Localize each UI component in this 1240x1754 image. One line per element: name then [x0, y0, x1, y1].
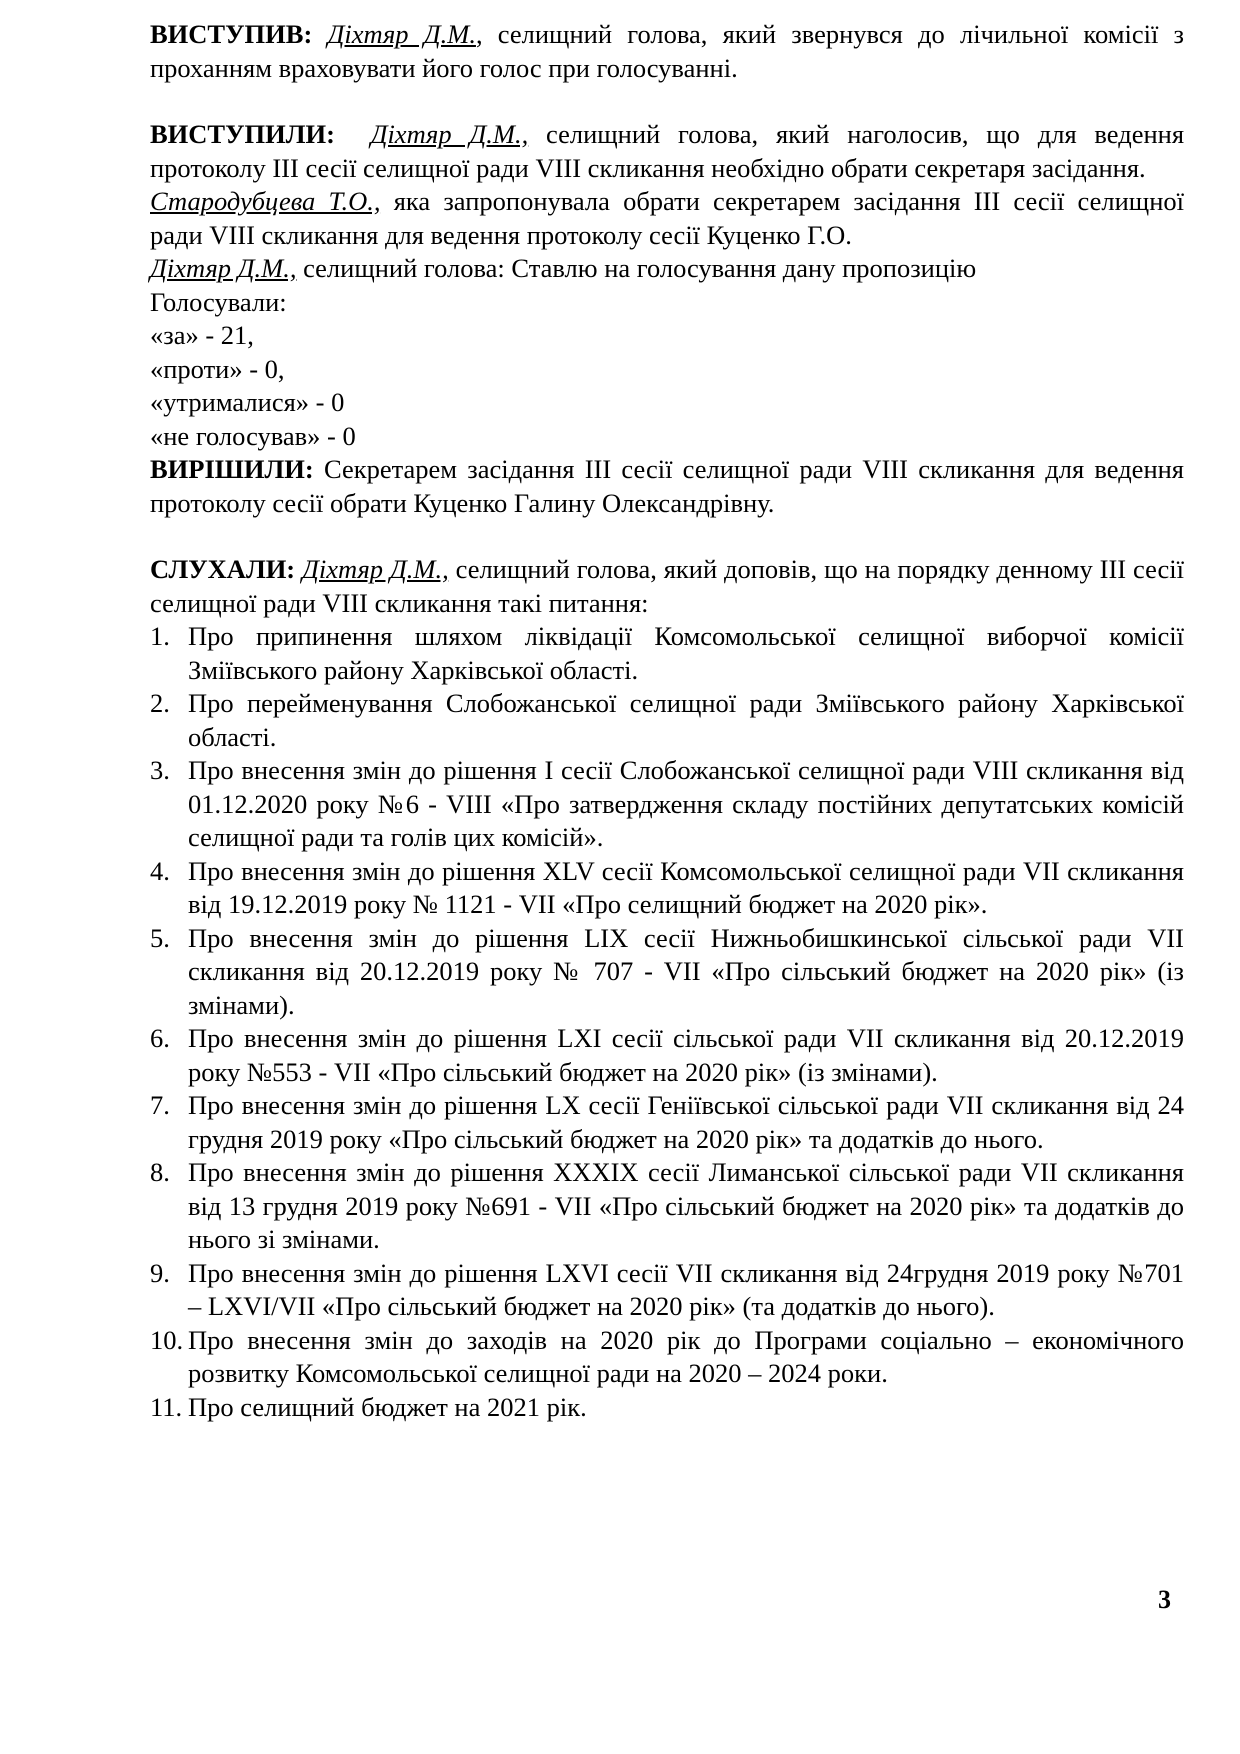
agenda-item-number: 7.	[150, 1090, 170, 1120]
proposal-text: яка запропонувала обрати секретарем засідання ІІІ сесії селищної ради VIII скликання для ведення протоколу сесії Куценко Г.О.	[150, 186, 1184, 250]
decision-paragraph	[150, 453, 1184, 520]
speaker-label: ВИСТУПИВ:	[150, 19, 313, 49]
agenda-item	[150, 1324, 1184, 1391]
agenda-item	[150, 687, 1184, 754]
page-number: 3	[1158, 1585, 1171, 1614]
proposer-name: Стародубцева Т.О.,	[150, 186, 381, 216]
speaker-text: , селищний голова, який звернувся до лічильної комісії з проханням враховувати його голос при голосуванні.	[150, 19, 1185, 83]
agenda-item	[150, 754, 1184, 855]
agenda-item-text: Про внесення змін до рішення LXI сесії сільської ради VII скликання від 20.12.2019 року №553 - VII «Про сільський бюджет на 2020 рік» (із змінами).	[188, 1023, 1184, 1087]
agenda-item-text: Про селищний бюджет на 2021 рік.	[188, 1391, 587, 1422]
agenda-item-text: Про внесення змін до рішення LX сесії Геніївської сільської ради VII скликання від 24 грудня 2019 року «Про сільський бюджет на 2020 рік» та додатків до нього.	[188, 1090, 1184, 1154]
chair-name: Діхтяр Д.М.,	[150, 253, 297, 283]
agenda-item	[150, 620, 1184, 687]
agenda-item-number: 11.	[150, 1391, 183, 1422]
agenda-item	[150, 922, 1184, 1023]
agenda-list	[150, 620, 1184, 1424]
agenda-item-number: 8.	[150, 1157, 170, 1187]
vote-call-text: селищний голова: Ставлю на голосування дану пропозицію	[296, 253, 977, 283]
heard-text: селищний голова, який доповів, що на порядку денному ІІІ сесії селищної ради VIII скликання такі питання:	[150, 554, 1184, 618]
agenda-item	[150, 1257, 1184, 1324]
agenda-item	[150, 1089, 1184, 1156]
vote-for: «за» - 21,	[150, 320, 254, 350]
agenda-item-text: Про внесення змін до заходів на 2020 рік до Програми соціально – економічного розвитку Комсомольської селищної ради на 2020 – 2024 роки.	[188, 1324, 1184, 1388]
voted-label: Голосували:	[150, 286, 287, 317]
agenda-item-number: 3.	[150, 755, 170, 785]
agenda-item	[150, 1156, 1184, 1257]
agenda-item-text: Про внесення змін до рішення XXXIX сесії Лиманської сільської ради VII скликання від 13 грудня 2019 року №691 - VII «Про сільський бюджет на 2020 рік» та додатків до нього зі змінами.	[188, 1157, 1184, 1254]
decision-label: ВИРІШИЛИ:	[150, 454, 314, 484]
agenda-item-text: Про внесення змін до рішення XLV сесії Комсомольської селищної ради VII скликання від 19.12.2019 року № 1121 - VII «Про селищний бюджет на 2020 рік».	[188, 855, 1184, 919]
agenda-item-number: 4.	[150, 855, 170, 886]
speaker-text: селищний голова, який наголосив, що для ведення протоколу ІІІ сесії селищної ради VIII скликання необхідно обрати секретаря засідання.	[150, 119, 1185, 183]
agenda-item-text: Про перейменування Слобожанської селищної ради Зміївського району Харківської області.	[188, 688, 1184, 752]
speaker-name: Діхтяр Д.М.,	[370, 119, 529, 149]
speakers-label: ВИСТУПИЛИ:	[150, 119, 335, 149]
agenda-item-number: 1.	[150, 621, 170, 651]
speaker-name: Діхтяр Д.М.	[327, 19, 476, 49]
speaker-paragraph-1	[150, 18, 1184, 85]
vote-against: «проти» - 0,	[150, 353, 285, 384]
agenda-item-number: 2.	[150, 688, 170, 718]
agenda-item-number: 6.	[150, 1023, 170, 1053]
agenda-item-text: Про внесення змін до рішення LXVI сесії VII скликання від 24грудня 2019 року №701 – LXVI/VII «Про сільський бюджет на 2020 рік» (та додатків до нього).	[188, 1257, 1184, 1321]
heard-label: СЛУХАЛИ:	[150, 554, 296, 584]
heard-paragraph	[150, 553, 1184, 620]
agenda-item	[150, 1022, 1184, 1089]
agenda-item-number: 10.	[150, 1324, 184, 1355]
vote-not-voted: «не голосував» - 0	[150, 420, 356, 451]
agenda-item-text: Про внесення змін до рішення LIX сесії Нижньобишкинської сільської ради VII скликання від 20.12.2019 року № 707 - VII «Про сільський бюджет на 2020 рік» (із змінами).	[188, 922, 1184, 1020]
agenda-item	[150, 1391, 1184, 1425]
agenda-item-number: 5.	[150, 922, 170, 953]
agenda-item-text: Про припинення шляхом ліквідації Комсомольської селищної виборчої комісії Зміївського району Харківської області.	[188, 621, 1184, 685]
document-body	[150, 18, 1184, 1424]
vote-abstained: «утрималися» - 0	[150, 387, 345, 417]
speaker-name: Діхтяр Д.М.,	[302, 554, 449, 584]
agenda-item-text: Про внесення змін до рішення І сесії Слобожанської селищної ради VIII скликання від 01.12.2020 року №6 - VIII «Про затвердження складу постійних депутатських комісій селищної ради та голів цих комісій».	[188, 755, 1184, 852]
vote-call-paragraph	[150, 252, 1184, 286]
speakers-paragraph	[150, 118, 1184, 185]
agenda-item-number: 9.	[150, 1257, 170, 1288]
proposal-paragraph	[150, 185, 1184, 252]
agenda-item	[150, 855, 1184, 922]
decision-text: Секретарем засідання ІІІ сесії селищної ради VIII скликання для ведення протоколу сесії обрати Куценко Галину Олександрівну.	[150, 454, 1184, 518]
